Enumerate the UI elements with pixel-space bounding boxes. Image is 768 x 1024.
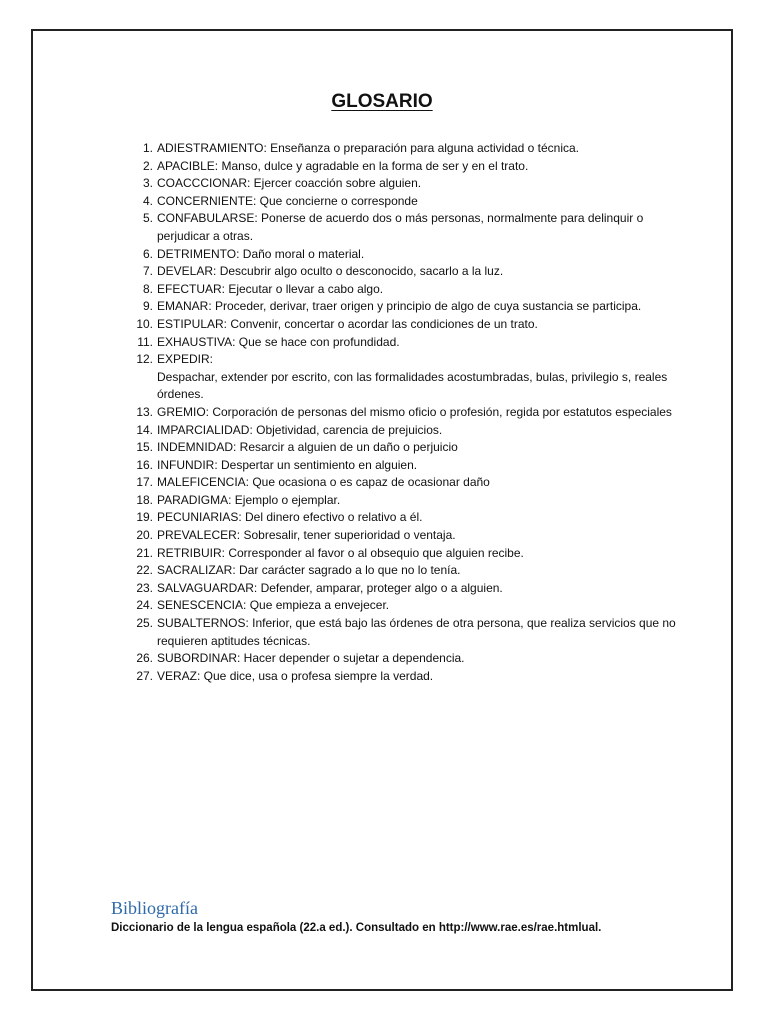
glossary-entry bbox=[123, 298, 683, 316]
glossary-entry bbox=[123, 668, 683, 686]
glossary-entry bbox=[123, 650, 683, 668]
glossary-entry bbox=[123, 562, 683, 580]
glossary-entry bbox=[123, 580, 683, 598]
glossary-entry-number: 19. bbox=[136, 510, 153, 525]
glossary-entry bbox=[123, 175, 683, 193]
glossary-entry-text: SENESCENCIA: Que empieza a envejecer. bbox=[157, 598, 390, 613]
bibliography-heading: Bibliografía bbox=[111, 898, 198, 918]
glossary-entry bbox=[123, 246, 683, 264]
glossary-entry bbox=[123, 210, 683, 245]
glossary-entry bbox=[123, 404, 683, 422]
glossary-entry bbox=[123, 615, 683, 650]
glossary-entry-number: 26. bbox=[136, 651, 153, 666]
glossary-entry-number: 22. bbox=[136, 563, 153, 578]
glossary-entry bbox=[123, 140, 683, 158]
glossary-entry-number: 4. bbox=[142, 193, 153, 208]
document-page bbox=[31, 29, 733, 991]
glossary-entry bbox=[123, 457, 683, 475]
glossary-entry-number: 9. bbox=[142, 299, 153, 314]
glossary-entry-number: 12. bbox=[136, 352, 153, 367]
glossary-entry-text: APACIBLE: Manso, dulce y agradable en la forma de ser y en el trato. bbox=[157, 158, 529, 173]
glossary-entry-number: 8. bbox=[142, 281, 153, 296]
glossary-entry-text: PECUNIARIAS: Del dinero efectivo o relativo a él. bbox=[157, 510, 423, 525]
glossary-entry-number: 25. bbox=[136, 616, 153, 631]
glossary-entry-number: 27. bbox=[136, 668, 153, 683]
glossary-entry-number: 14. bbox=[136, 422, 153, 437]
glossary-entry-text: SUBALTERNOS: Inferior, que está bajo las órdenes de otra persona, que realiza servicios que no requieren aptitudes técnicas. bbox=[157, 616, 676, 648]
glossary-entry bbox=[123, 263, 683, 281]
glossary-entry bbox=[123, 597, 683, 615]
glossary-entry-text: GREMIO: Corporación de personas del mismo oficio o profesión, regida por estatutos especiales bbox=[157, 404, 672, 419]
glossary-entry-number: 20. bbox=[136, 528, 153, 543]
glossary-entry-number: 11. bbox=[137, 334, 153, 349]
glossary-entry-number: 6. bbox=[142, 246, 153, 261]
glossary-entry-number: 21. bbox=[136, 545, 153, 560]
glossary-entry-number: 10. bbox=[136, 316, 153, 331]
glossary-entry bbox=[123, 158, 683, 176]
glossary-entry-text: EXPEDIR: Despachar, extender por escrito, con las formalidades acostumbradas, bulas, privilegio s, reales órdenes. bbox=[157, 352, 668, 402]
glossary-entry bbox=[123, 193, 683, 211]
glossary-entry bbox=[123, 527, 683, 545]
glossary-entry-number: 23. bbox=[136, 580, 153, 595]
glossary-entry-text: DETRIMENTO: Daño moral o material. bbox=[157, 246, 365, 261]
glossary-entry-text: EMANAR: Proceder, derivar, traer origen y principio de algo de cuya sustancia se participa. bbox=[157, 299, 642, 314]
glossary-entry-text: EXHAUSTIVA: Que se hace con profundidad. bbox=[157, 334, 400, 349]
glossary-entry-number: 13. bbox=[136, 404, 153, 419]
glossary-entry-text: RETRIBUIR: Corresponder al favor o al obsequio que alguien recibe. bbox=[157, 545, 524, 560]
glossary-entry-text: VERAZ: Que dice, usa o profesa siempre la verdad. bbox=[157, 668, 434, 683]
glossary-entry-text: INDEMNIDAD: Resarcir a alguien de un daño o perjuicio bbox=[157, 440, 458, 455]
glossary-entry-number: 7. bbox=[142, 264, 153, 279]
glossary-entry bbox=[123, 334, 683, 352]
glossary-entry-number: 18. bbox=[136, 492, 153, 507]
glossary-entry bbox=[123, 281, 683, 299]
glossary-entry bbox=[123, 351, 683, 404]
glossary-entry-text: MALEFICENCIA: Que ocasiona o es capaz de ocasionar daño bbox=[157, 475, 490, 490]
glossary-entry-text: ESTIPULAR: Convenir, concertar o acordar las condiciones de un trato. bbox=[157, 316, 538, 331]
glossary-entry-number: 2. bbox=[142, 158, 153, 173]
glossary-entry bbox=[123, 545, 683, 563]
glossary-entry-text: SALVAGUARDAR: Defender, amparar, proteger algo o a alguien. bbox=[157, 580, 503, 595]
glossary-entry-text: IMPARCIALIDAD: Objetividad, carencia de prejuicios. bbox=[157, 422, 443, 437]
page-title: GLOSARIO bbox=[331, 91, 433, 112]
glossary-entry-text: SUBORDINAR: Hacer depender o sujetar a dependencia. bbox=[157, 651, 465, 666]
bibliography-entry: Diccionario de la lengua española (22.a ed.). Consultado en http://www.rae.es/rae.htmlual. bbox=[111, 922, 602, 934]
glossary-entry-text: DEVELAR: Descubrir algo oculto o desconocido, sacarlo a la luz. bbox=[157, 264, 504, 279]
glossary-entry-text: ADIESTRAMIENTO: Enseñanza o preparación para alguna actividad o técnica. bbox=[157, 141, 580, 155]
glossary-entry-number: 24. bbox=[136, 598, 153, 613]
glossary-entry-number: 5. bbox=[142, 211, 153, 226]
glossary-entry bbox=[123, 439, 683, 457]
glossary-entry bbox=[123, 492, 683, 510]
glossary-entry-number: 1. bbox=[142, 141, 153, 155]
glossary-entry-text: CONCERNIENTE: Que concierne o corresponde bbox=[157, 193, 418, 208]
glossary-entry bbox=[123, 316, 683, 334]
glossary-list bbox=[123, 140, 683, 685]
glossary-entry-text: CONFABULARSE: Ponerse de acuerdo dos o más personas, normalmente para delinquir o perjudicar a otras. bbox=[157, 211, 644, 243]
glossary-entry-text: INFUNDIR: Despertar un sentimiento en alguien. bbox=[157, 457, 418, 472]
glossary-entry-text: PREVALECER: Sobresalir, tener superioridad o ventaja. bbox=[157, 528, 456, 543]
glossary-entry-number: 17. bbox=[136, 475, 153, 490]
glossary-entry bbox=[123, 422, 683, 440]
glossary-entry-number: 3. bbox=[142, 176, 153, 191]
glossary-entry-number: 16. bbox=[136, 457, 153, 472]
glossary-entry-number: 15. bbox=[136, 440, 153, 455]
glossary-entry-text: PARADIGMA: Ejemplo o ejemplar. bbox=[157, 492, 341, 507]
glossary-entry bbox=[123, 474, 683, 492]
glossary-entry-text: SACRALIZAR: Dar carácter sagrado a lo que no lo tenía. bbox=[157, 563, 461, 578]
glossary-entry-text: COACCCIONAR: Ejercer coacción sobre alguien. bbox=[157, 176, 422, 191]
glossary-entry-text: EFECTUAR: Ejecutar o llevar a cabo algo. bbox=[157, 281, 384, 296]
glossary-entry bbox=[123, 509, 683, 527]
